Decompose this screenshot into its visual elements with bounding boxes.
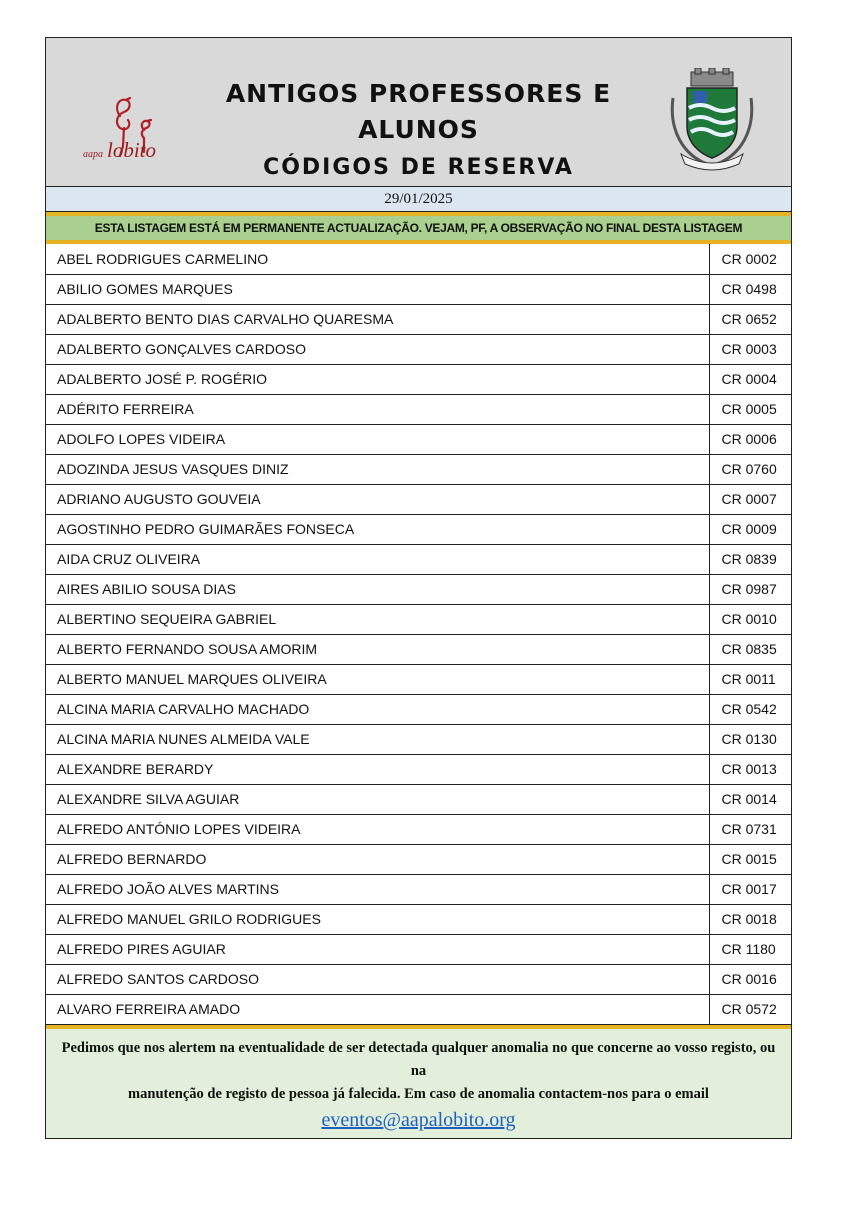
reservation-code: CR 0731 [709,814,791,844]
member-name: ALCINA MARIA NUNES ALMEIDA VALE [46,724,709,754]
table-row [46,274,791,304]
table-row [46,904,791,934]
member-name: ADRIANO AUGUSTO GOUVEIA [46,484,709,514]
reservation-code: CR 0005 [709,394,791,424]
reservation-code: CR 0009 [709,514,791,544]
member-name: ADÉRITO FERREIRA [46,394,709,424]
title-line-1: ANTIGOS PROFESSORES E ALUNOS [225,79,612,144]
member-name: ALBERTO FERNANDO SOUSA AMORIM [46,634,709,664]
table-row [46,664,791,694]
date-row: 29/01/2025 [46,187,791,212]
member-name: AIRES ABILIO SOUSA DIAS [46,574,709,604]
notice-banner: ESTA LISTAGEM ESTÁ EM PERMANENTE ACTUALIZAÇÃO. VEJAM, PF, A OBSERVAÇÃO NO FINAL DESTA LISTAGEM [46,216,791,240]
reservation-code: CR 0003 [709,334,791,364]
member-name: AGOSTINHO PEDRO GUIMARÃES FONSECA [46,514,709,544]
member-name: ADALBERTO JOSÉ P. ROGÉRIO [46,364,709,394]
reservation-code: CR 0652 [709,304,791,334]
logo-small-text: aapa [83,149,103,160]
member-name: ABILIO GOMES MARQUES [46,274,709,304]
reservation-code: CR 0007 [709,484,791,514]
member-name: ALFREDO JOÃO ALVES MARTINS [46,874,709,904]
city-crest-icon [667,68,757,173]
reservation-code: CR 0130 [709,724,791,754]
reservation-code: CR 0015 [709,844,791,874]
member-name: ALBERTO MANUEL MARQUES OLIVEIRA [46,664,709,694]
reservation-code: CR 0017 [709,874,791,904]
aapa-lobito-logo [83,138,156,163]
reservation-code: CR 0839 [709,544,791,574]
member-name: ADOLFO LOPES VIDEIRA [46,424,709,454]
reservation-code: CR 0018 [709,904,791,934]
table-row [46,784,791,814]
member-name: ABEL RODRIGUES CARMELINO [46,244,709,274]
member-name: ADOZINDA JESUS VASQUES DINIZ [46,454,709,484]
table-row [46,454,791,484]
document [45,37,792,1139]
reservation-code: CR 0760 [709,454,791,484]
table-row [46,544,791,574]
table-row [46,994,791,1024]
table-row [46,724,791,754]
member-name: ALFREDO MANUEL GRILO RODRIGUES [46,904,709,934]
reservation-code: CR 0835 [709,634,791,664]
table-row [46,424,791,454]
member-name: ALFREDO BERNARDO [46,844,709,874]
table-row [46,334,791,364]
footer [46,1029,791,1138]
logo-big-text: lobito [107,138,157,162]
table-row [46,394,791,424]
reservation-code: CR 0002 [709,244,791,274]
reservation-code: CR 0016 [709,964,791,994]
reservation-table [46,244,791,1024]
email-link[interactable]: eventos@aapalobito.org [321,1109,516,1131]
reservation-code: CR 0006 [709,424,791,454]
member-name: AIDA CRUZ OLIVEIRA [46,544,709,574]
member-name: ALFREDO SANTOS CARDOSO [46,964,709,994]
member-name: ALFREDO PIRES AGUIAR [46,934,709,964]
reservation-code: CR 0014 [709,784,791,814]
member-name: ALEXANDRE BERARDY [46,754,709,784]
table-row [46,244,791,274]
member-name: ADALBERTO GONÇALVES CARDOSO [46,334,709,364]
reservation-code: CR 0004 [709,364,791,394]
page-title [161,76,676,188]
reservation-code: CR 0010 [709,604,791,634]
reservation-code: CR 0572 [709,994,791,1024]
member-name: ALVARO FERREIRA AMADO [57,1001,241,1018]
footer-line-2: manutenção de registo de pessoa já falecida. Em caso de anomalia contactem-nos para o email [128,1086,709,1102]
table-row [46,844,791,874]
reservation-code: CR 0987 [709,574,791,604]
table-row [46,874,791,904]
table-row [46,604,791,634]
table-row [46,364,791,394]
member-name: ALFREDO ANTÓNIO LOPES VIDEIRA [46,814,709,844]
table-row [46,304,791,334]
table-row [46,964,791,994]
member-name: ALBERTINO SEQUEIRA GABRIEL [46,604,709,634]
header [46,38,791,187]
table-row [46,574,791,604]
member-name: ALCINA MARIA CARVALHO MACHADO [46,694,709,724]
footer-line-1: Pedimos que nos alertem na eventualidade de ser detectada qualquer anomalia no que concerne ao vosso registo, ou na [61,1040,776,1079]
table-row [46,814,791,844]
table-body [46,244,791,1024]
reservation-code: CR 0011 [709,664,791,694]
table-row [46,514,791,544]
table-row [46,754,791,784]
reservation-code: CR 0013 [709,754,791,784]
member-name: ADALBERTO BENTO DIAS CARVALHO QUARESMA [46,304,709,334]
table-row [46,484,791,514]
reservation-code: CR 0542 [709,694,791,724]
title-line-2: CÓDIGOS DE RESERVA [263,155,574,180]
table-row [46,634,791,664]
table-row [46,934,791,964]
table-row [46,694,791,724]
reservation-code: CR 1180 [709,934,791,964]
member-name: ALEXANDRE SILVA AGUIAR [46,784,709,814]
reservation-code: CR 0498 [709,274,791,304]
